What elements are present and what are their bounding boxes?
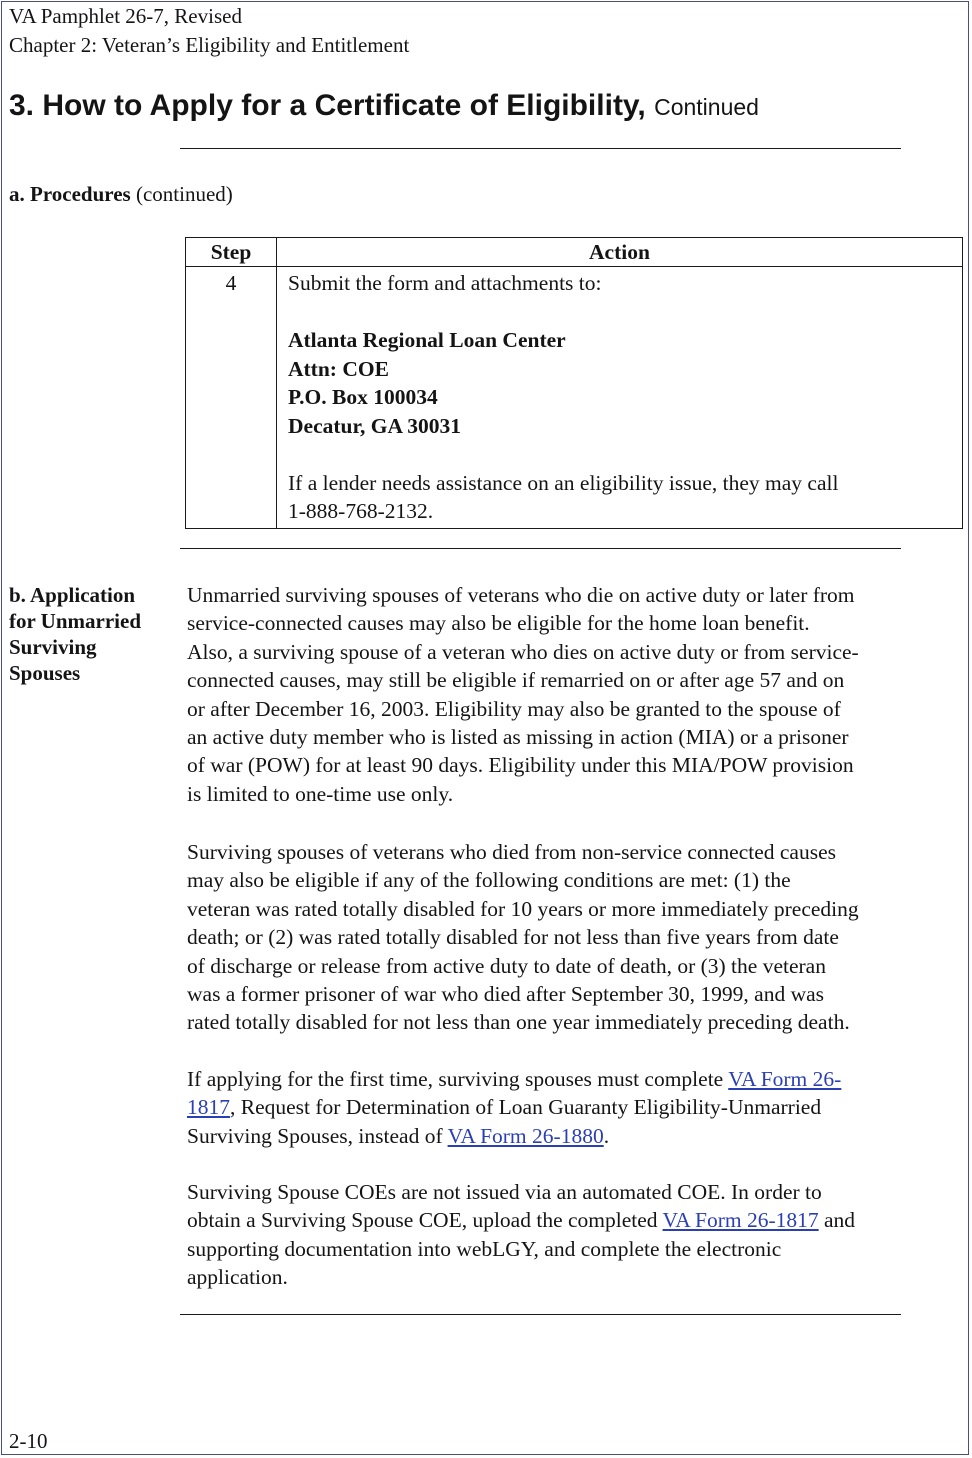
step-column-header: Step [186, 238, 277, 267]
title-main: 3. How to Apply for a Certificate of Eligibility, [9, 89, 646, 122]
paragraph-line: supporting documentation into webLGY, and complete the electronic [187, 1236, 782, 1261]
paragraph-surviving-coe [187, 1178, 963, 1292]
divider-top [180, 148, 901, 149]
title-continued: Continued [654, 94, 759, 120]
lender-note-line: If a lender needs assistance on an eligibility issue, they may call [288, 470, 839, 495]
paragraph-line: death; or (2) was rated totally disabled for not less than five years from date [187, 925, 839, 950]
section-a-suffix: (continued) [135, 182, 233, 206]
paragraph-first-time [187, 1065, 963, 1150]
section-b-label-line: Spouses [9, 661, 81, 685]
paragraph-line: may also be eligible if any of the following conditions are met: (1) the [187, 868, 791, 893]
action-intro: Submit the form and attachments to: [288, 271, 602, 295]
paragraph-line: application. [187, 1265, 288, 1290]
paragraph-line: connected causes, may still be eligible if remarried on or after age 57 and on [187, 668, 845, 693]
paragraph-line: or after December 16, 2003. Eligibility may also be granted to the spouse of [187, 696, 841, 721]
page-number: 2-10 [9, 1429, 48, 1453]
paragraph-line: Unmarried surviving spouses of veterans who die on active duty or later from [187, 583, 855, 607]
paragraph-line: Surviving Spouse COEs are not issued via an automated COE. In order to [187, 1180, 822, 1204]
paragraph-line: is limited to one-time use only. [187, 781, 454, 806]
paragraph-text: obtain a Surviving Spouse COE, upload the completed [187, 1208, 663, 1233]
section-a-label [9, 181, 233, 207]
page-title [9, 86, 759, 127]
table-header-row [186, 238, 963, 267]
paragraph-text: , Request for Determination of Loan Guaranty Eligibility-Unmarried [230, 1095, 822, 1120]
address-line: Decatur, GA 30031 [288, 413, 461, 438]
va-form-26-1880-link[interactable]: VA Form 26-1880 [447, 1123, 604, 1148]
lender-note-phone: 1-888-768-2132. [288, 499, 434, 523]
paragraph-line: service-connected causes may also be eligible for the home loan benefit. [187, 611, 810, 636]
section-b-label-line: Surviving [9, 635, 97, 659]
divider-bottom [180, 1314, 901, 1315]
paragraph-line: an active duty member who is listed as missing in action (MIA) or a prisoner [187, 725, 849, 750]
paragraph-line: rated totally disabled for not less than one year immediately preceding death. [187, 1010, 850, 1035]
step-number: 4 [186, 267, 277, 529]
section-a-title: a. Procedures [9, 182, 131, 206]
address-line: Attn: COE [288, 356, 389, 381]
paragraph-line: of war (POW) for at least 90 days. Eligibility under this MIA/POW provision [187, 753, 854, 778]
address-line: P.O. Box 100034 [288, 385, 438, 409]
va-form-26-1817-link[interactable]: VA Form 26- [728, 1067, 842, 1091]
header-pamphlet: VA Pamphlet 26-7, Revised [9, 4, 242, 28]
paragraph-eligibility [187, 581, 963, 808]
paragraph-text: and [818, 1208, 856, 1233]
address-line: Atlanta Regional Loan Center [288, 328, 566, 352]
paragraph-text: Surviving Spouses, instead of [187, 1123, 448, 1148]
paragraph-text: . [603, 1123, 610, 1148]
va-form-26-1817-link-2[interactable]: VA Form 26-1817 [662, 1208, 819, 1233]
section-b-label-line: b. Application [9, 583, 136, 607]
procedures-table [185, 237, 963, 529]
paragraph-line: veteran was rated totally disabled for 10 years or more immediately preceding [187, 896, 859, 921]
paragraph-non-service [187, 838, 963, 1037]
action-column-header: Action [277, 238, 963, 267]
paragraph-text: If applying for the first time, surviving spouses must complete [187, 1067, 729, 1091]
section-b-label [9, 582, 169, 686]
table-row [186, 267, 963, 529]
paragraph-line: Also, a surviving spouse of a veteran who dies on active duty or from service- [187, 639, 859, 664]
header-chapter: Chapter 2: Veteran’s Eligibility and Entitlement [9, 33, 410, 57]
section-b-label-line: for Unmarried [9, 609, 141, 633]
divider-middle [180, 548, 901, 549]
paragraph-line: Surviving spouses of veterans who died from non-service connected causes [187, 840, 836, 864]
action-cell [277, 267, 963, 529]
va-form-26-1817-link-cont[interactable]: 1817 [187, 1095, 230, 1120]
paragraph-line: of discharge or release from active duty to date of death, or (3) the veteran [187, 953, 826, 978]
paragraph-line: was a former prisoner of war who died after September 30, 1999, and was [187, 982, 825, 1007]
